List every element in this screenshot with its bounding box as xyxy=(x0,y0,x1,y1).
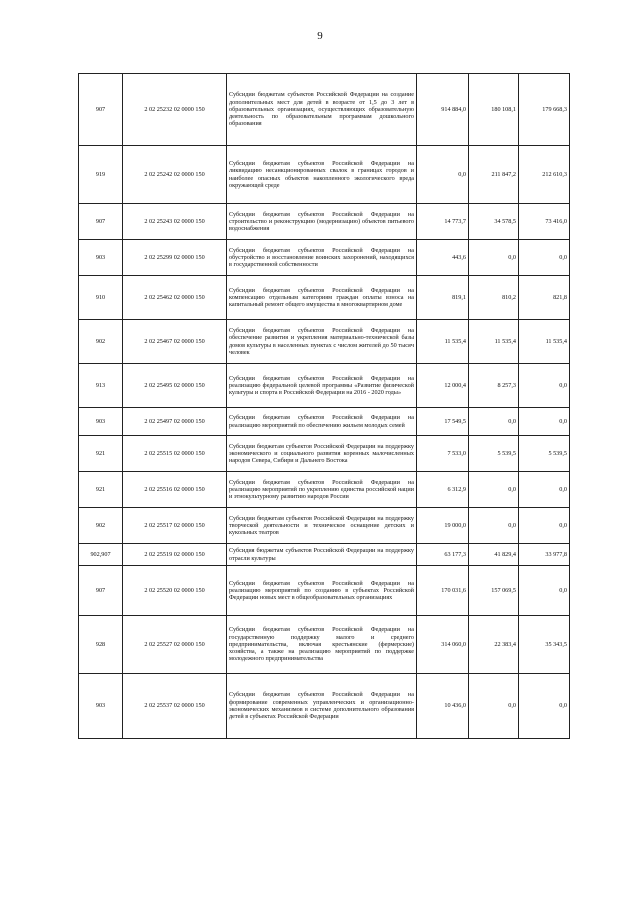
amount-year3-cell: 179 668,3 xyxy=(519,74,570,146)
amount-year1-cell: 17 549,5 xyxy=(417,408,469,436)
table-row xyxy=(79,544,570,566)
amount-year3-cell: 0,0 xyxy=(519,472,570,508)
description-cell: Субсидии бюджетам субъектов Российской Федерации на строительство и реконструкцию (модернизацию) объектов питьевого водоснабжения xyxy=(227,204,417,240)
description-cell: Субсидии бюджетам субъектов Российской Федерации на ликвидацию несанкционированных свалок в границах городов и наиболее опасных объектов накопленного экологического вреда окружающей среде xyxy=(227,146,417,204)
table-row xyxy=(79,276,570,320)
amount-year1-cell: 63 177,3 xyxy=(417,544,469,566)
budget-code-cell: 2 02 25537 02 0000 150 xyxy=(123,674,227,739)
amount-year2-cell: 22 383,4 xyxy=(469,616,519,674)
budget-code-cell: 2 02 25495 02 0000 150 xyxy=(123,364,227,408)
amount-year1-cell: 443,6 xyxy=(417,240,469,276)
amount-year3-cell: 0,0 xyxy=(519,674,570,739)
admin-code-cell: 921 xyxy=(79,472,123,508)
admin-code-cell: 907 xyxy=(79,204,123,240)
admin-code-cell: 907 xyxy=(79,566,123,616)
amount-year3-cell: 35 343,5 xyxy=(519,616,570,674)
amount-year1-cell: 11 535,4 xyxy=(417,320,469,364)
amount-year3-cell: 11 535,4 xyxy=(519,320,570,364)
amount-year3-cell: 0,0 xyxy=(519,508,570,544)
budget-code-cell: 2 02 25467 02 0000 150 xyxy=(123,320,227,364)
amount-year3-cell: 0,0 xyxy=(519,408,570,436)
admin-code-cell: 903 xyxy=(79,674,123,739)
budget-code-cell: 2 02 25242 02 0000 150 xyxy=(123,146,227,204)
amount-year2-cell: 211 847,2 xyxy=(469,146,519,204)
admin-code-cell: 903 xyxy=(79,240,123,276)
amount-year3-cell: 5 539,5 xyxy=(519,436,570,472)
table-row xyxy=(79,146,570,204)
budget-code-cell: 2 02 25516 02 0000 150 xyxy=(123,472,227,508)
description-cell: Субсидии бюджетам субъектов Российской Федерации на реализацию мероприятий по созданию в субъектах Российской Федерации новых мест в общеобразовательных организациях xyxy=(227,566,417,616)
budget-code-cell: 2 02 25462 02 0000 150 xyxy=(123,276,227,320)
budget-code-cell: 2 02 25232 02 0000 150 xyxy=(123,74,227,146)
amount-year3-cell: 0,0 xyxy=(519,566,570,616)
table-row xyxy=(79,674,570,739)
admin-code-cell: 928 xyxy=(79,616,123,674)
budget-code-cell: 2 02 25299 02 0000 150 xyxy=(123,240,227,276)
table-row xyxy=(79,408,570,436)
amount-year3-cell: 821,8 xyxy=(519,276,570,320)
table-row xyxy=(79,364,570,408)
amount-year2-cell: 41 829,4 xyxy=(469,544,519,566)
table-row xyxy=(79,74,570,146)
amount-year1-cell: 19 000,0 xyxy=(417,508,469,544)
amount-year1-cell: 10 436,0 xyxy=(417,674,469,739)
table-body xyxy=(79,74,570,739)
amount-year2-cell: 34 578,5 xyxy=(469,204,519,240)
amount-year1-cell: 914 884,0 xyxy=(417,74,469,146)
table-row xyxy=(79,616,570,674)
amount-year1-cell: 0,0 xyxy=(417,146,469,204)
description-cell: Субсидии бюджетам субъектов Российской Федерации на поддержку творческой деятельности и техническое оснащение детских и кукольных театров xyxy=(227,508,417,544)
table-row xyxy=(79,320,570,364)
description-cell: Субсидии бюджетам субъектов Российской Федерации на создание дополнительных мест для детей в возрасте от 1,5 до 3 лет в образовательных организациях, осуществляющих образовательную деятельность по образовательным программам дошкольного образования xyxy=(227,74,417,146)
admin-code-cell: 921 xyxy=(79,436,123,472)
admin-code-cell: 902,907 xyxy=(79,544,123,566)
amount-year3-cell: 73 416,0 xyxy=(519,204,570,240)
budget-code-cell: 2 02 25519 02 0000 150 xyxy=(123,544,227,566)
table-row xyxy=(79,436,570,472)
amount-year3-cell: 33 977,8 xyxy=(519,544,570,566)
description-cell: Субсидии бюджетам субъектов Российской Федерации на обустройство и восстановление воинских захоронений, находящихся в государственной собственности xyxy=(227,240,417,276)
amount-year1-cell: 314 060,0 xyxy=(417,616,469,674)
page-number: 9 xyxy=(317,30,323,42)
amount-year2-cell: 180 108,1 xyxy=(469,74,519,146)
table-row xyxy=(79,566,570,616)
amount-year1-cell: 6 312,9 xyxy=(417,472,469,508)
admin-code-cell: 902 xyxy=(79,508,123,544)
description-cell: Субсидии бюджетам субъектов Российской Федерации на реализацию мероприятий по укреплению единства российской нации и этнокультурному развитию народов России xyxy=(227,472,417,508)
description-cell: Субсидии бюджетам субъектов Российской Федерации на реализацию мероприятий по обеспечению жильем молодых семей xyxy=(227,408,417,436)
table-row xyxy=(79,204,570,240)
budget-code-cell: 2 02 25497 02 0000 150 xyxy=(123,408,227,436)
amount-year2-cell: 11 535,4 xyxy=(469,320,519,364)
admin-code-cell: 902 xyxy=(79,320,123,364)
amount-year1-cell: 819,1 xyxy=(417,276,469,320)
description-cell: Субсидии бюджетам субъектов Российской Федерации на государственную поддержку малого и среднего предпринимательства, включая крестьянские (фермерские) хозяйства, а также на реализацию мероприятий по поддержке молодежного предпринимательства xyxy=(227,616,417,674)
amount-year3-cell: 0,0 xyxy=(519,240,570,276)
amount-year2-cell: 0,0 xyxy=(469,240,519,276)
amount-year3-cell: 0,0 xyxy=(519,364,570,408)
budget-code-cell: 2 02 25517 02 0000 150 xyxy=(123,508,227,544)
amount-year2-cell: 0,0 xyxy=(469,508,519,544)
description-cell: Субсидии бюджетам субъектов Российской Федерации на поддержку экономического и социального развития коренных малочисленных народов Севера, Сибири и Дальнего Востока xyxy=(227,436,417,472)
budget-code-cell: 2 02 25243 02 0000 150 xyxy=(123,204,227,240)
budget-table xyxy=(78,73,570,739)
amount-year2-cell: 5 539,5 xyxy=(469,436,519,472)
admin-code-cell: 907 xyxy=(79,74,123,146)
amount-year1-cell: 7 533,0 xyxy=(417,436,469,472)
admin-code-cell: 913 xyxy=(79,364,123,408)
table-row xyxy=(79,508,570,544)
amount-year2-cell: 810,2 xyxy=(469,276,519,320)
table-row xyxy=(79,472,570,508)
admin-code-cell: 910 xyxy=(79,276,123,320)
description-cell: Субсидии бюджетам субъектов Российской Федерации на компенсацию отдельным категориям граждан оплаты взноса на капитальный ремонт общего имущества в многоквартирном доме xyxy=(227,276,417,320)
amount-year2-cell: 0,0 xyxy=(469,408,519,436)
amount-year2-cell: 157 069,5 xyxy=(469,566,519,616)
amount-year3-cell: 212 610,3 xyxy=(519,146,570,204)
admin-code-cell: 903 xyxy=(79,408,123,436)
description-cell: Субсидии бюджетам субъектов Российской Федерации на обеспечение развития и укрепления материально-технической базы домов культуры в населенных пунктах с числом жителей до 50 тысяч человек xyxy=(227,320,417,364)
budget-code-cell: 2 02 25527 02 0000 150 xyxy=(123,616,227,674)
amount-year2-cell: 8 257,3 xyxy=(469,364,519,408)
amount-year1-cell: 170 031,6 xyxy=(417,566,469,616)
description-cell: Субсидии бюджетам субъектов Российской Федерации на реализацию федеральной целевой программы «Развитие физической культуры и спорта в Российской Федерации на 2016 - 2020 годы» xyxy=(227,364,417,408)
description-cell: Субсидии бюджетам субъектов Российской Федерации на формирование современных управленческих и организационно-экономических механизмов в системе дополнительного образования детей в субъектах Российской Федерации xyxy=(227,674,417,739)
budget-code-cell: 2 02 25515 02 0000 150 xyxy=(123,436,227,472)
amount-year1-cell: 12 000,4 xyxy=(417,364,469,408)
amount-year1-cell: 14 773,7 xyxy=(417,204,469,240)
amount-year2-cell: 0,0 xyxy=(469,674,519,739)
amount-year2-cell: 0,0 xyxy=(469,472,519,508)
admin-code-cell: 919 xyxy=(79,146,123,204)
budget-code-cell: 2 02 25520 02 0000 150 xyxy=(123,566,227,616)
table-row xyxy=(79,240,570,276)
description-cell: Субсидия бюджетам субъектов Российской Федерации на поддержку отрасли культуры xyxy=(227,544,417,566)
